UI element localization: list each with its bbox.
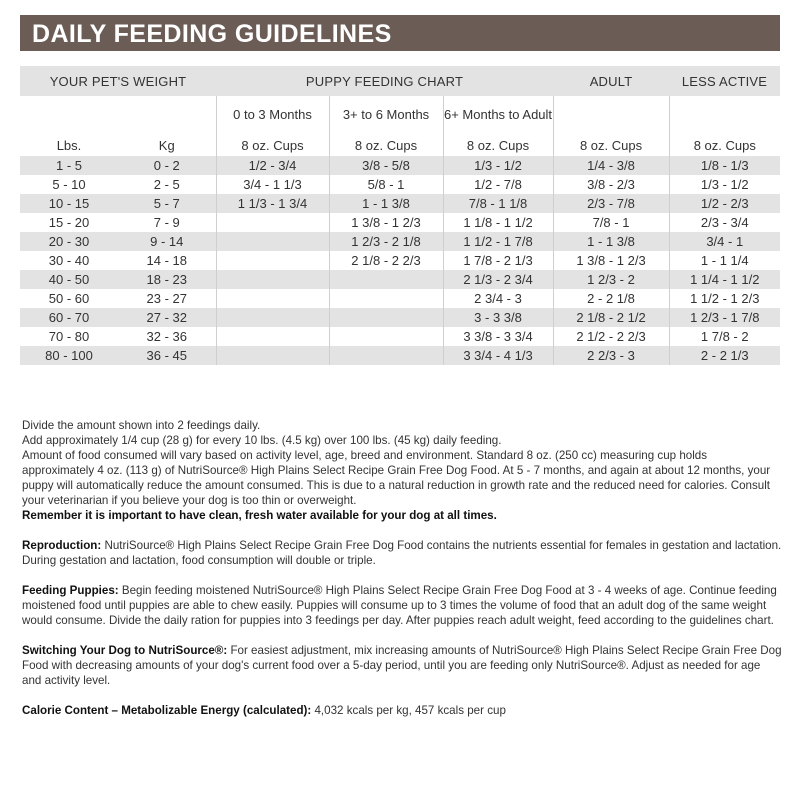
lbs-cell: 30 - 40	[20, 251, 118, 270]
kg-cell: 23 - 27	[118, 289, 216, 308]
lbs-cell: 40 - 50	[20, 270, 118, 289]
cups-cell: 1 2/3 - 2	[553, 270, 669, 289]
water-reminder: Remember it is important to have clean, fresh water available for your dog at all times.	[22, 509, 497, 522]
table-row	[20, 213, 780, 232]
cups-cell: 3/8 - 2/3	[553, 175, 669, 194]
kg-cell: 27 - 32	[118, 308, 216, 327]
age-header: 0 to 3 Months	[216, 96, 329, 134]
cups-cell	[216, 270, 329, 289]
unit-header: 8 oz. Cups	[329, 134, 443, 156]
adult-header: ADULT	[553, 66, 669, 96]
cups-cell: 1 2/3 - 2 1/8	[329, 232, 443, 251]
switching-text: For easiest adjustment, mix increasing amounts of NutriSource® High Plains Select Recipe Grain Free Dog Food with decreasing amounts of your dog's current food over a 5-day period, until you are feeding only NutriSource®. Adjust as needed for age and activity level.	[22, 644, 782, 687]
reproduction-label: Reproduction:	[22, 539, 102, 552]
cups-cell: 1/4 - 3/8	[553, 156, 669, 175]
unit-header: 8 oz. Cups	[443, 134, 553, 156]
cups-cell: 7/8 - 1	[553, 213, 669, 232]
calorie-paragraph	[22, 703, 782, 718]
cups-cell	[216, 308, 329, 327]
table-row	[20, 270, 780, 289]
lbs-cell: 20 - 30	[20, 232, 118, 251]
reproduction-text: NutriSource® High Plains Select Recipe Grain Free Dog Food contains the nutrients essential for females in gestation and lactation. During gestation and lactation, food consumption will double or triple.	[22, 539, 782, 567]
age-header: 6+ Months to Adult	[443, 96, 553, 134]
lbs-cell: 15 - 20	[20, 213, 118, 232]
puppy-chart-header: PUPPY FEEDING CHART	[216, 66, 553, 96]
cups-cell: 1 1/4 - 1 1/2	[669, 270, 780, 289]
cups-cell: 1 1/2 - 1 2/3	[669, 289, 780, 308]
lbs-cell: 70 - 80	[20, 327, 118, 346]
lbs-cell: 60 - 70	[20, 308, 118, 327]
kg-cell: 2 - 5	[118, 175, 216, 194]
lbs-cell: 5 - 10	[20, 175, 118, 194]
feeding-chart	[20, 66, 780, 365]
cups-cell	[216, 213, 329, 232]
cups-cell: 1 1/8 - 1 1/2	[443, 213, 553, 232]
puppies-text: Begin feeding moistened NutriSource® High Plains Select Recipe Grain Free Dog Food at 3 - 4 weeks of age. Continue feeding moistened food until puppies are able to chew easily. Puppies will consume up to 3 times the volume of food that an adult dog of the same weight would consume. Divide the daily ration for puppies into 3 feedings per day. After puppies reach adult weight, feed according to the guidelines chart.	[22, 584, 777, 627]
cups-cell: 2 1/8 - 2 2/3	[329, 251, 443, 270]
title-banner	[20, 15, 780, 51]
table-row	[20, 251, 780, 270]
cups-cell	[216, 251, 329, 270]
cups-cell: 1 3/8 - 1 2/3	[553, 251, 669, 270]
cups-cell	[329, 289, 443, 308]
calorie-text: 4,032 kcals per kg, 457 kcals per cup	[311, 704, 506, 717]
cups-cell: 2/3 - 3/4	[669, 213, 780, 232]
cups-cell: 1 7/8 - 2	[669, 327, 780, 346]
switching-paragraph	[22, 643, 782, 688]
age-header: 3+ to 6 Months	[329, 96, 443, 134]
cups-cell: 1 7/8 - 2 1/3	[443, 251, 553, 270]
less-active-header: LESS ACTIVE	[669, 66, 780, 96]
feeding-notes	[22, 418, 782, 718]
cups-cell: 3 3/8 - 3 3/4	[443, 327, 553, 346]
table-row	[20, 346, 780, 365]
cups-cell: 1/3 - 1/2	[669, 175, 780, 194]
cups-cell: 3/8 - 5/8	[329, 156, 443, 175]
table-row	[20, 327, 780, 346]
age-header-row	[20, 96, 780, 134]
kg-cell: 36 - 45	[118, 346, 216, 365]
cups-cell	[216, 346, 329, 365]
kg-cell: 32 - 36	[118, 327, 216, 346]
cups-cell	[216, 327, 329, 346]
puppies-paragraph	[22, 583, 782, 628]
table-row	[20, 194, 780, 213]
lbs-cell: 50 - 60	[20, 289, 118, 308]
cups-cell: 2 1/3 - 2 3/4	[443, 270, 553, 289]
weight-header: YOUR PET'S WEIGHT	[20, 66, 216, 96]
cups-cell	[216, 232, 329, 251]
cups-cell: 1 1/2 - 1 7/8	[443, 232, 553, 251]
cups-cell: 1 3/8 - 1 2/3	[329, 213, 443, 232]
kg-cell: 0 - 2	[118, 156, 216, 175]
table-row	[20, 175, 780, 194]
lbs-cell: 10 - 15	[20, 194, 118, 213]
unit-header: 8 oz. Cups	[553, 134, 669, 156]
cups-cell: 2 2/3 - 3	[553, 346, 669, 365]
group-header-row	[20, 66, 780, 96]
cups-cell: 1/2 - 7/8	[443, 175, 553, 194]
note-paragraph: Amount of food consumed will vary based on activity level, age, breed and environment. Standard 8 oz. (250 cc) measuring cup holds approximately 4 oz. (113 g) of NutriSource® High Plains Select Recipe Grain Free Dog Food. At 5 - 7 months, and again at about 12 months, your puppy will automatically reduce the amount consumed. This is due to a natural reduction in growth rate and the reduced need for calories. Consult your veterinarian if you believe your dog is too thin or overweight.	[22, 449, 771, 507]
switching-label: Switching Your Dog to NutriSource®:	[22, 644, 228, 657]
unit-header: 8 oz. Cups	[216, 134, 329, 156]
cups-cell: 3/4 - 1 1/3	[216, 175, 329, 194]
kg-cell: 5 - 7	[118, 194, 216, 213]
cups-cell: 2 - 2 1/3	[669, 346, 780, 365]
cups-cell	[329, 346, 443, 365]
cups-cell: 1 - 1 3/8	[329, 194, 443, 213]
cups-cell	[329, 270, 443, 289]
cups-cell: 1 2/3 - 1 7/8	[669, 308, 780, 327]
cups-cell: 1/2 - 2/3	[669, 194, 780, 213]
unit-header-row	[20, 134, 780, 156]
cups-cell: 2 3/4 - 3	[443, 289, 553, 308]
kg-cell: 7 - 9	[118, 213, 216, 232]
unit-header: Lbs.	[56, 137, 82, 153]
kg-cell: 14 - 18	[118, 251, 216, 270]
cups-cell: 7/8 - 1 1/8	[443, 194, 553, 213]
note-line: Add approximately 1/4 cup (28 g) for every 10 lbs. (4.5 kg) over 100 lbs. (45 kg) daily feeding.	[22, 434, 502, 447]
page-title: DAILY FEEDING GUIDELINES	[32, 20, 392, 48]
cups-cell: 2 1/2 - 2 2/3	[553, 327, 669, 346]
puppies-label: Feeding Puppies:	[22, 584, 119, 597]
cups-cell: 2/3 - 7/8	[553, 194, 669, 213]
lbs-cell: 1 - 5	[20, 156, 118, 175]
kg-cell: 18 - 23	[118, 270, 216, 289]
unit-header: 8 oz. Cups	[669, 134, 780, 156]
lbs-cell: 80 - 100	[20, 346, 118, 365]
table-row	[20, 156, 780, 175]
cups-cell: 1/8 - 1/3	[669, 156, 780, 175]
cups-cell: 5/8 - 1	[329, 175, 443, 194]
cups-cell: 1 - 1 3/8	[553, 232, 669, 251]
cups-cell: 3 - 3 3/8	[443, 308, 553, 327]
cups-cell: 3 3/4 - 4 1/3	[443, 346, 553, 365]
table-row	[20, 308, 780, 327]
cups-cell	[329, 308, 443, 327]
kg-cell: 9 - 14	[118, 232, 216, 251]
cups-cell	[216, 289, 329, 308]
reproduction-paragraph	[22, 538, 782, 568]
table-row	[20, 232, 780, 251]
cups-cell: 1 - 1 1/4	[669, 251, 780, 270]
calorie-label: Calorie Content – Metabolizable Energy (calculated):	[22, 704, 312, 717]
cups-cell: 1/3 - 1/2	[443, 156, 553, 175]
cups-cell: 2 - 2 1/8	[553, 289, 669, 308]
feeding-rows	[20, 156, 780, 365]
cups-cell	[329, 327, 443, 346]
note-line: Divide the amount shown into 2 feedings daily.	[22, 419, 261, 432]
table-row	[20, 289, 780, 308]
cups-cell: 1/2 - 3/4	[216, 156, 329, 175]
cups-cell: 3/4 - 1	[669, 232, 780, 251]
cups-cell: 1 1/3 - 1 3/4	[216, 194, 329, 213]
unit-header: Kg	[158, 137, 175, 153]
cups-cell: 2 1/8 - 2 1/2	[553, 308, 669, 327]
